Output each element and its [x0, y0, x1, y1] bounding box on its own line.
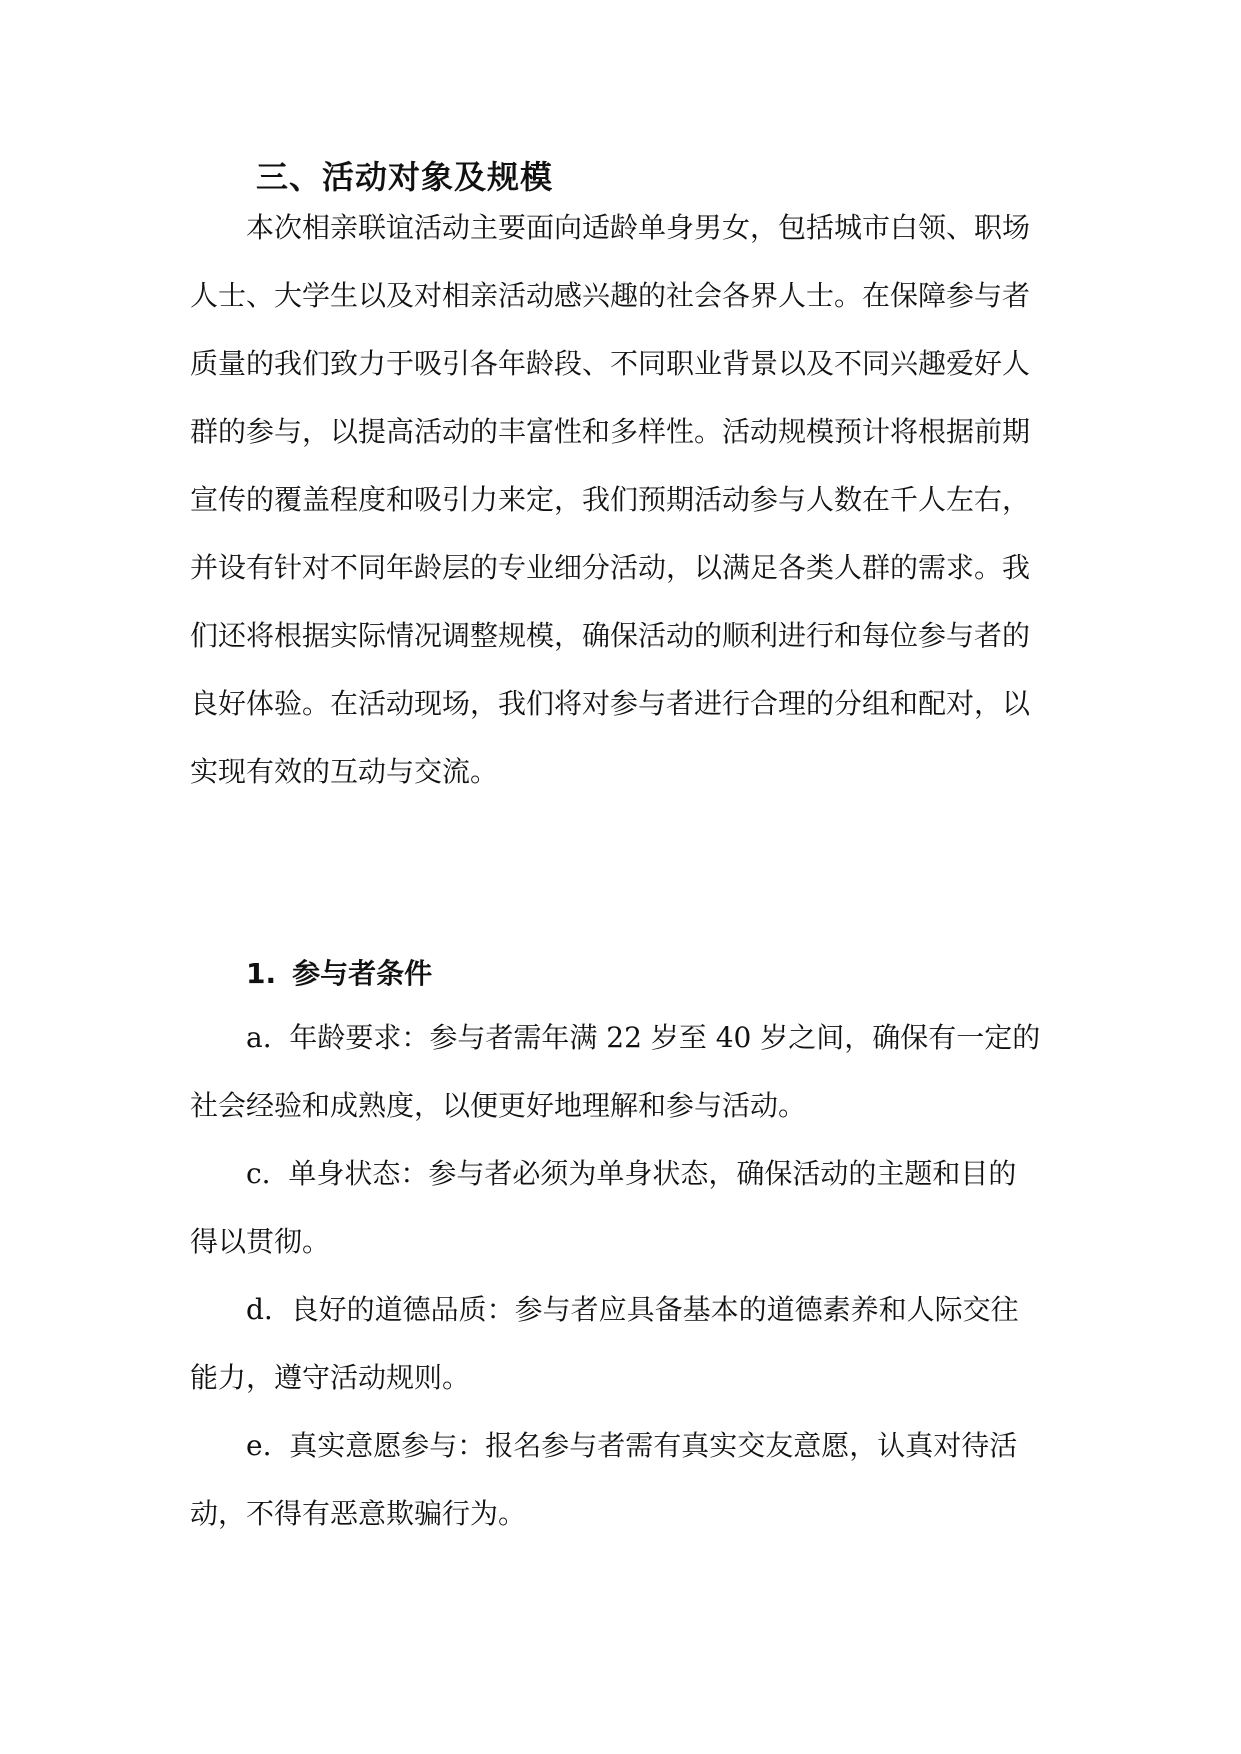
condition-text: 良好的道德品质：参与者应具备基本的道德素养和人际交往	[290, 1293, 1019, 1326]
intro-line-8: 良好体验。在活动现场，我们将对参与者进行合理的分组和配对，以	[190, 687, 1031, 720]
condition-marker: e.	[246, 1429, 272, 1462]
condition-text: 年龄要求：参与者需年满 22 岁至 40 岁之间，确保有一定的	[289, 1021, 1041, 1054]
condition-d-line-2: 能力，遵守活动规则。	[190, 1361, 471, 1394]
intro-line-3: 质量的我们致力于吸引各年龄段、不同职业背景以及不同兴趣爱好人	[190, 347, 1031, 380]
intro-line-1: 本次相亲联谊活动主要面向适龄单身男女，包括城市白领、职场	[246, 211, 1031, 244]
condition-a-line-1	[246, 1020, 1040, 1056]
intro-line-9: 实现有效的互动与交流。	[190, 755, 499, 788]
condition-c-line-2: 得以贯彻。	[190, 1225, 331, 1258]
intro-line-4: 群的参与，以提高活动的丰富性和多样性。活动规模预计将根据前期	[190, 415, 1031, 448]
intro-line-6: 并设有针对不同年龄层的专业细分活动，以满足各类人群的需求。我	[190, 551, 1031, 584]
section-title: 三、活动对象及规模	[256, 158, 554, 196]
condition-marker: a.	[246, 1021, 272, 1054]
condition-text: 真实意愿参与：报名参与者需有真实交友意愿，认真对待活	[289, 1429, 1018, 1462]
subsection-number: 1.	[246, 957, 277, 990]
condition-e-line-2: 动，不得有恶意欺骗行为。	[190, 1497, 527, 1530]
condition-d-line-1	[246, 1292, 1019, 1328]
subsection-heading	[246, 952, 432, 992]
condition-text: 单身状态：参与者必须为单身状态，确保活动的主题和目的	[288, 1157, 1017, 1190]
condition-a-line-2: 社会经验和成熟度，以便更好地理解和参与活动。	[190, 1089, 807, 1122]
condition-c-line-1	[246, 1156, 1016, 1192]
condition-marker: d.	[246, 1293, 273, 1326]
condition-e-line-1	[246, 1428, 1017, 1464]
intro-line-2: 人士、大学生以及对相亲活动感兴趣的社会各界人士。在保障参与者	[190, 279, 1031, 312]
subsection-title: 参与者条件	[292, 957, 433, 990]
condition-marker: c.	[246, 1157, 271, 1190]
intro-line-7: 们还将根据实际情况调整规模，确保活动的顺利进行和每位参与者的	[190, 619, 1031, 652]
intro-line-5: 宣传的覆盖程度和吸引力来定，我们预期活动参与人数在千人左右，	[190, 483, 1031, 516]
